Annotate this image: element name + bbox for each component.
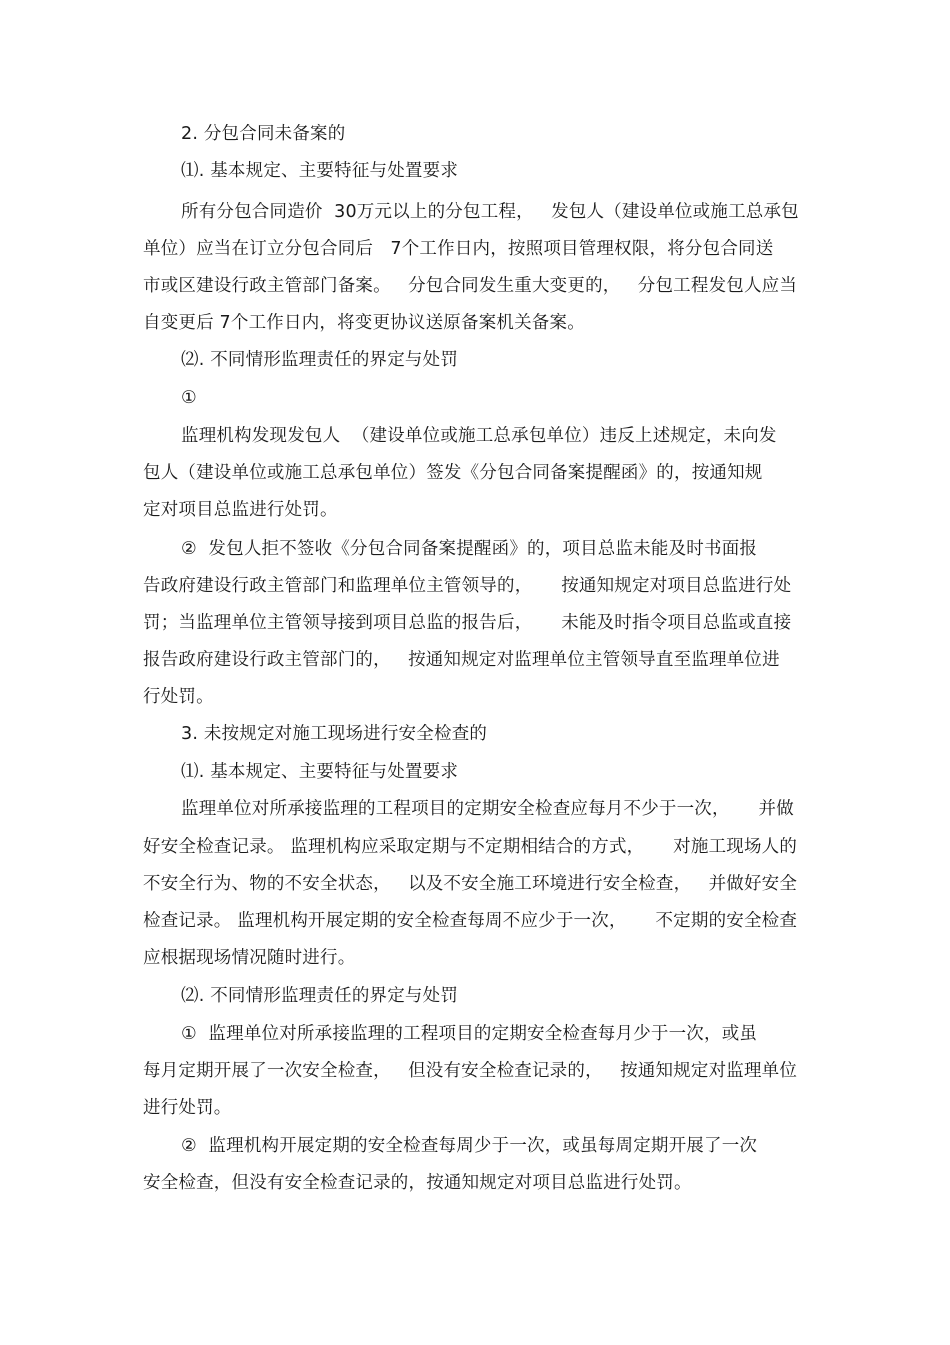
- paragraph-line: 监理机构发现发包人 （建设单位或施工总承包单位）违反上述规定，未向发: [181, 426, 777, 446]
- section-heading-2: 2. 分包合同未备案的: [181, 124, 346, 144]
- paragraph-line: 不安全行为、物的不安全状态， 以及不安全施工环境进行安全检查， 并做好安全: [143, 874, 798, 894]
- paragraph-line: 报告政府建设行政主管部门的， 按通知规定对监理单位主管领导直至监理单位进: [143, 650, 780, 670]
- subsection-heading: ⑵. 不同情形监理责任的界定与处罚: [181, 350, 459, 370]
- subsection-heading: ⑴. 基本规定、主要特征与处置要求: [181, 762, 459, 782]
- paragraph-line: 行处罚。: [143, 687, 214, 707]
- paragraph-line: 包人（建设单位或施工总承包单位）签发《分包合同备案提醒函》的，按通知规: [143, 463, 763, 483]
- subsection-heading: ⑴. 基本规定、主要特征与处置要求: [181, 161, 459, 181]
- list-marker: ①: [181, 388, 197, 408]
- paragraph-line: 单位）应当在订立分包合同后 7个工作日内，按照项目管理权限，将分包合同送: [143, 239, 774, 259]
- paragraph-line: 检查记录。 监理机构开展定期的安全检查每周不应少于一次， 不定期的安全检查: [143, 911, 798, 931]
- paragraph-line: ② 发包人拒不签收《分包合同备案提醒函》的，项目总监未能及时书面报: [181, 539, 758, 559]
- paragraph-line: 市或区建设行政主管部门备案。 分包合同发生重大变更的， 分包工程发包人应当: [143, 276, 798, 296]
- paragraph-line: 安全检查，但没有安全检查记录的，按通知规定对项目总监进行处罚。: [143, 1173, 692, 1193]
- paragraph-line: 监理单位对所承接监理的工程项目的定期安全检查应每月不少于一次， 并做: [181, 799, 794, 819]
- paragraph-line: 进行处罚。: [143, 1098, 232, 1118]
- paragraph-line: 自变更后 7个工作日内，将变更协议送原备案机关备案。: [143, 313, 585, 333]
- paragraph-line: 告政府建设行政主管部门和监理单位主管领导的， 按通知规定对项目总监进行处: [143, 576, 792, 596]
- paragraph-line: ① 监理单位对所承接监理的工程项目的定期安全检查每月少于一次，或虽: [181, 1024, 758, 1044]
- paragraph-line: 罚；当监理单位主管领导接到项目总监的报告后， 未能及时指令项目总监或直接: [143, 613, 792, 633]
- paragraph-line: 每月定期开展了一次安全检查， 但没有安全检查记录的， 按通知规定对监理单位: [143, 1061, 798, 1081]
- paragraph-line: 定对项目总监进行处罚。: [143, 500, 338, 520]
- paragraph-line: 所有分包合同造价 30万元以上的分包工程， 发包人（建设单位或施工总承包: [181, 202, 799, 222]
- section-heading-3: 3. 未按规定对施工现场进行安全检查的: [181, 724, 488, 744]
- paragraph-line: ② 监理机构开展定期的安全检查每周少于一次，或虽每周定期开展了一次: [181, 1136, 758, 1156]
- paragraph-line: 应根据现场情况随时进行。: [143, 948, 356, 968]
- subsection-heading: ⑵. 不同情形监理责任的界定与处罚: [181, 986, 459, 1006]
- paragraph-line: 好安全检查记录。 监理机构应采取定期与不定期相结合的方式， 对施工现场人的: [143, 837, 798, 857]
